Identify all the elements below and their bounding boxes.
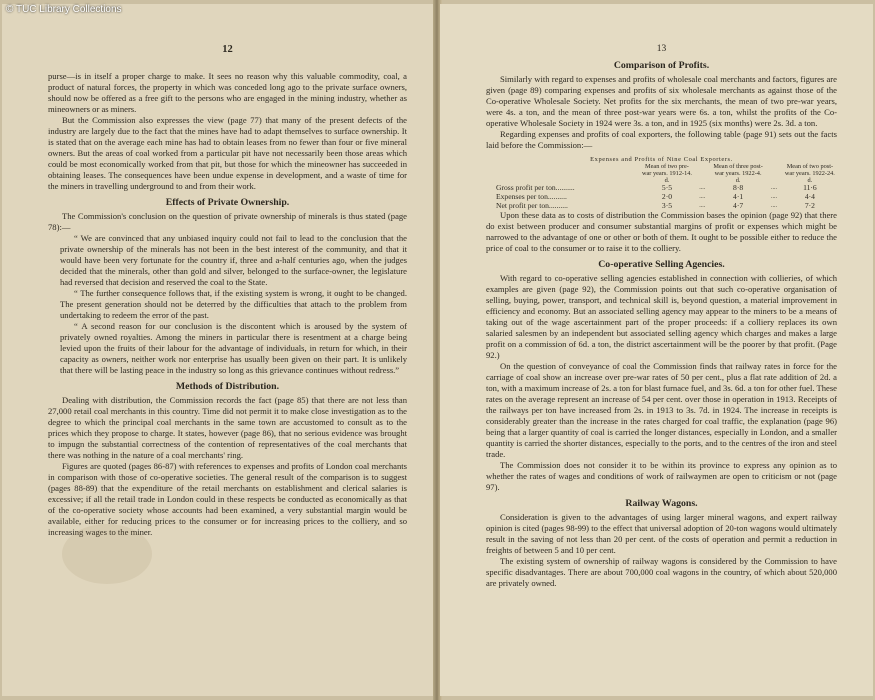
row-label: Expenses per ton.......... bbox=[496, 191, 567, 201]
unit-label: d. bbox=[807, 176, 813, 184]
heading-distribution: Methods of Distribution. bbox=[175, 381, 280, 392]
quote-paragraph: “ A second reason for our conclusion is the discontent which is aroused by the system of privately owned royalties. Among the miners in particular there is resentment at a charge being levied upon the fruits of their labour for the advantage of individuals, in return for which, in their capacity as owners, neither work nor enterprise has usually been given on their part. It is unlikely that there will be lasting peace in the industry so long as this grievance continues without redress.” bbox=[60, 321, 407, 375]
cell-separator: .... bbox=[699, 202, 706, 209]
cell-value: 4·7 bbox=[733, 200, 744, 210]
left-paragraph: But the Commission also expresses the view (page 77) that many of the present defects of the industry are largely due to the fact that the mines have had to adapt themselves to surface ownership. It is stated that on the average each mine has had to obtain leases from no fewer than four or five mineral owners. But the areas of coal worked from a particular pit have not necessarily been those areas which could be most economically worked from that pit, but those for which the mineowner has succeeded in obtaining leases. The consequences have been undue expense in development, and a waste of time for the miners in travelling underground to and from their work. bbox=[48, 115, 407, 191]
cell-separator: .... bbox=[770, 193, 777, 200]
cell-value: 4·1 bbox=[733, 191, 744, 201]
column-header: Mean of two pre-war years. 1912-14. bbox=[641, 163, 692, 177]
column-header: Mean of two post-war years. 1922-24. bbox=[784, 163, 835, 177]
selling-paragraph: On the question of conveyance of coal the Commission finds that railway rates in force for the carriage of coal show an increase over pre-war rates of 50 per cent., plus a flat rate addition of 2d. a ton, with a maximum increase of 2s. a ton for blast furnace fuel, and 3s. 6d. a ton for other fuel. These rates on the average represent an increase of 54 per cent. over those in operation in 1913. Receipts of the railways per ton have increased from 2s. in 1913 to 3s. 7d. in 1924. The increase in receipts is considerably greater than the increase in the rates charged for coal traffic, the explanation (page 96) being that a larger quantity of coal is carried the longer distances, especially in London, and a smaller quantity is carried the shorter distances, especially to the ports, and to the centres of the iron and steel trade. bbox=[486, 361, 837, 460]
unit-label: d. bbox=[664, 176, 670, 184]
cell-value: 11·6 bbox=[803, 183, 817, 193]
row-label: Gross profit per ton.......... bbox=[496, 183, 575, 193]
selling-paragraph: With regard to co-operative selling agencies established in connection with collieries, of which examples are given (page 92), the Commission points out that such co-operative organisation of selling, buying, power, transport, and technical skill is, beyond question, a material improvement in efficiency and economy. But an associated selling agency may appear to the miners to be a means of taking out of the wage ascertainment part of the proper proceeds: if a colliery replaces its own salaried salesmen by an independent but associated selling agency which charges and makes a large profit on a commission of 6d. a ton, the district ascertainment will be the poorer by that profit. (Page 92.) bbox=[486, 273, 837, 361]
cell-value: 2·0 bbox=[661, 191, 673, 201]
profits-paragraph: Similarly with regard to expenses and profits of wholesale coal merchants and factors, figures are given (page 89) comparing expenses and profits of six wholesale merchants as against those of the Co-operative Wholesale Society. Net profits for the six merchants, the mean of two pre-war years, were 4s. a ton, and the mean of three post-war years were 6s. a ton, whilst the profits of the Co-operative Wholesale Society in 1924 were 3s. a ton, and in 1925 (six months) were 2s. 3d. a ton. bbox=[486, 74, 837, 128]
column-header: Mean of three post-war years. 1922-4. bbox=[713, 163, 763, 177]
cell-separator: .... bbox=[770, 185, 777, 192]
quote-paragraph: “ We are convinced that any unbiased inquiry could not fail to lead to the conclusion that the private ownership of the minerals has not been in the best interest of the community, and that it would have been very fortunate for the country if, three and a-half centuries ago, when the judges decided that the minerals, other than gold and silver, belonged to the surface-owner, the legislature had reversed that decision and reserved the coal to the State. bbox=[60, 233, 407, 287]
cell-value: 8·8 bbox=[733, 183, 744, 193]
cell-value: 7·2 bbox=[804, 200, 815, 210]
left-paragraph: purse—is in itself a proper charge to make. It sees no reason why this valuable commodity, coal, a product of natural forces, the property in which was conceded long ago to the private surface owners, should now be offered as a free gift to the persons who are engaged in the mining industry, whether as mineowners or as miners. bbox=[48, 71, 407, 114]
cell-separator: .... bbox=[699, 185, 706, 192]
watermark: © TUC Library Collections bbox=[6, 4, 122, 15]
unit-label: d. bbox=[735, 176, 741, 184]
after-table-paragraph: Upon these data as to costs of distribution the Commission bases the opinion (page 92) that there do exist between producer and consumer substantial margins of profit or expenses which might be narrowed to the advantage of one or other or both of them. It ought to be possible either to reduce the price of coal to the consumer or to raise it to the colliery. bbox=[486, 210, 837, 254]
profits-paragraph: Regarding expenses and profits of coal exporters, the following table (page 91) sets out the facts laid before the Commission:— bbox=[486, 129, 837, 150]
heading-comparison-profits: Comparison of Profits. bbox=[613, 60, 710, 71]
distribution-paragraph: Dealing with distribution, the Commission records the fact (page 85) that there are not less than 27,000 retail coal merchants in this country. Time did not permit it to make close investigation as to the degree to which the principal coal merchants in the same town are accustomed to consult as to the prices which they propose to charge. It states, however (page 86), that no serious evidence was brought to impugn the substantial correctness of the contention of representatives of the coal merchants that there was nothing in the nature of a coal merchants' ring. bbox=[48, 395, 407, 460]
cell-separator: .... bbox=[699, 193, 706, 200]
row-label: Net profit per ton.......... bbox=[496, 200, 568, 210]
left-page bbox=[2, 4, 435, 696]
table-title: Expenses and Profits of Nine Coal Exporters. bbox=[590, 156, 733, 163]
paper-stain bbox=[62, 524, 152, 584]
right-page-number: 13 bbox=[656, 44, 667, 54]
cell-value: 5·5 bbox=[661, 183, 673, 193]
heading-selling-agencies: Co-operative Selling Agencies. bbox=[598, 259, 725, 271]
left-page-number: 12 bbox=[222, 44, 233, 55]
wagons-paragraph: The existing system of ownership of railway wagons is considered by the Commission to have specific disadvantages. There are about 700,000 coal wagons in the country, of which about 520,000 are privately owned. bbox=[486, 556, 837, 589]
distribution-paragraph: Figures are quoted (pages 86-87) with references to expenses and profits of London coal merchants in comparison with those of co-operative societies. The general result of the comparison is to suggest (pages 88-89) that the expenditure of the retail merchants on establishment and clerical salaries is excessive; if all the retail trade in London could in these respects be conducted as economically as that of the co-operative society whose accounts had been examined, a very substantial margin would be available, either for reducing prices to the consumer or for increasing prices to the colliery, and so increasing wages to the miner. bbox=[48, 461, 407, 537]
exporters-table bbox=[486, 164, 837, 210]
selling-paragraph: The Commission does not consider it to be within its province to express any opinion as to whether the rates of wages and conditions of work of railwaymen are open to criticism or not (page 97). bbox=[486, 460, 837, 493]
cell-value: 3·5 bbox=[661, 200, 673, 210]
cell-value: 4·4 bbox=[804, 191, 815, 201]
table-header-row bbox=[486, 164, 837, 178]
quote-paragraph: “ The further consequence follows that, if the existing system is wrong, it ought to be changed. The present generation should not be deterred by the difficulties that attach to the problem from undertaking to redeem the error of the past. bbox=[60, 288, 407, 320]
heading-railway-wagons: Railway Wagons. bbox=[625, 498, 698, 510]
heading-private-ownership: Effects of Private Ownership. bbox=[165, 197, 290, 208]
right-page bbox=[440, 4, 873, 696]
table-row bbox=[486, 202, 837, 211]
private-intro: The Commission's conclusion on the question of private ownership of minerals is thus stated (page 78):— bbox=[48, 211, 407, 232]
wagons-paragraph: Consideration is given to the advantages of using larger mineral wagons, and expert railway opinion is cited (pages 98-99) to the effect that universal adoption of 20-ton wagons would ultimately result in the saving of not less than 20 per cent. of the costs of operation and permit a reduction in freights of between 5 and 10 per cent. bbox=[486, 512, 837, 556]
cell-separator: .... bbox=[770, 202, 777, 209]
